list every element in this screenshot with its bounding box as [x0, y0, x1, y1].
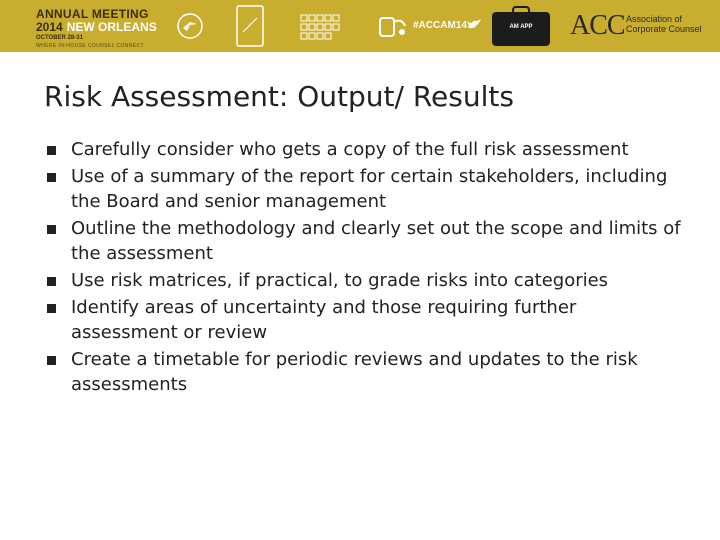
bullet-text: Identify areas of uncertainty and those requiring further assessment or review: [71, 297, 577, 343]
app-label: AM APP: [509, 24, 533, 30]
event-dates: OCTOBER 28-31: [36, 35, 83, 41]
tablet-icon: [234, 4, 266, 48]
bullet-item: [46, 137, 686, 162]
globe-plane-icon: [176, 12, 204, 40]
event-city: NEW ORLEANS: [66, 20, 157, 34]
bullet-item: [46, 216, 686, 266]
acc-mark: ACC: [570, 10, 625, 41]
square-bullet-icon: [47, 277, 56, 286]
bullet-item: [46, 164, 686, 214]
bullet-item: [46, 347, 686, 397]
slide-title: Risk Assessment: Output/ Results: [44, 80, 514, 113]
twitter-bird-icon: [466, 18, 482, 32]
event-hashtag: #ACCAM14: [413, 20, 467, 31]
bullet-item: [46, 295, 686, 345]
square-bullet-icon: [47, 146, 56, 155]
event-year: 2014: [36, 20, 63, 34]
acc-name-line2: Corporate Counsel: [626, 24, 702, 34]
annual-meeting-logo: [36, 8, 168, 48]
bullet-item: [46, 268, 686, 293]
bullet-text: Create a timetable for periodic reviews and updates to the risk assessments: [71, 349, 638, 395]
bullet-text: Use of a summary of the report for certain stakeholders, including the Board and senior management: [71, 166, 668, 212]
acc-name-line1: Association of: [626, 14, 683, 24]
header-banner: [0, 0, 720, 52]
grid-dots-icon: [300, 14, 356, 40]
event-name: ANNUAL MEETING: [36, 7, 149, 21]
briefcase-app-badge: [492, 12, 550, 46]
device-connect-icon: [378, 14, 408, 40]
square-bullet-icon: [47, 356, 56, 365]
square-bullet-icon: [47, 304, 56, 313]
acc-logo: [570, 10, 710, 44]
square-bullet-icon: [47, 173, 56, 182]
bullet-text: Carefully consider who gets a copy of the full risk assessment: [71, 139, 629, 160]
event-tagline: WHERE IN-HOUSE COUNSEL CONNECT: [36, 43, 144, 49]
bullet-text: Use risk matrices, if practical, to grade risks into categories: [71, 270, 609, 291]
event-year-city: [36, 21, 157, 33]
square-bullet-icon: [47, 225, 56, 234]
briefcase-handle: [512, 6, 530, 14]
acc-name: [626, 14, 702, 34]
bullet-list: [46, 137, 686, 399]
bullet-text: Outline the methodology and clearly set out the scope and limits of the assessment: [71, 218, 681, 264]
